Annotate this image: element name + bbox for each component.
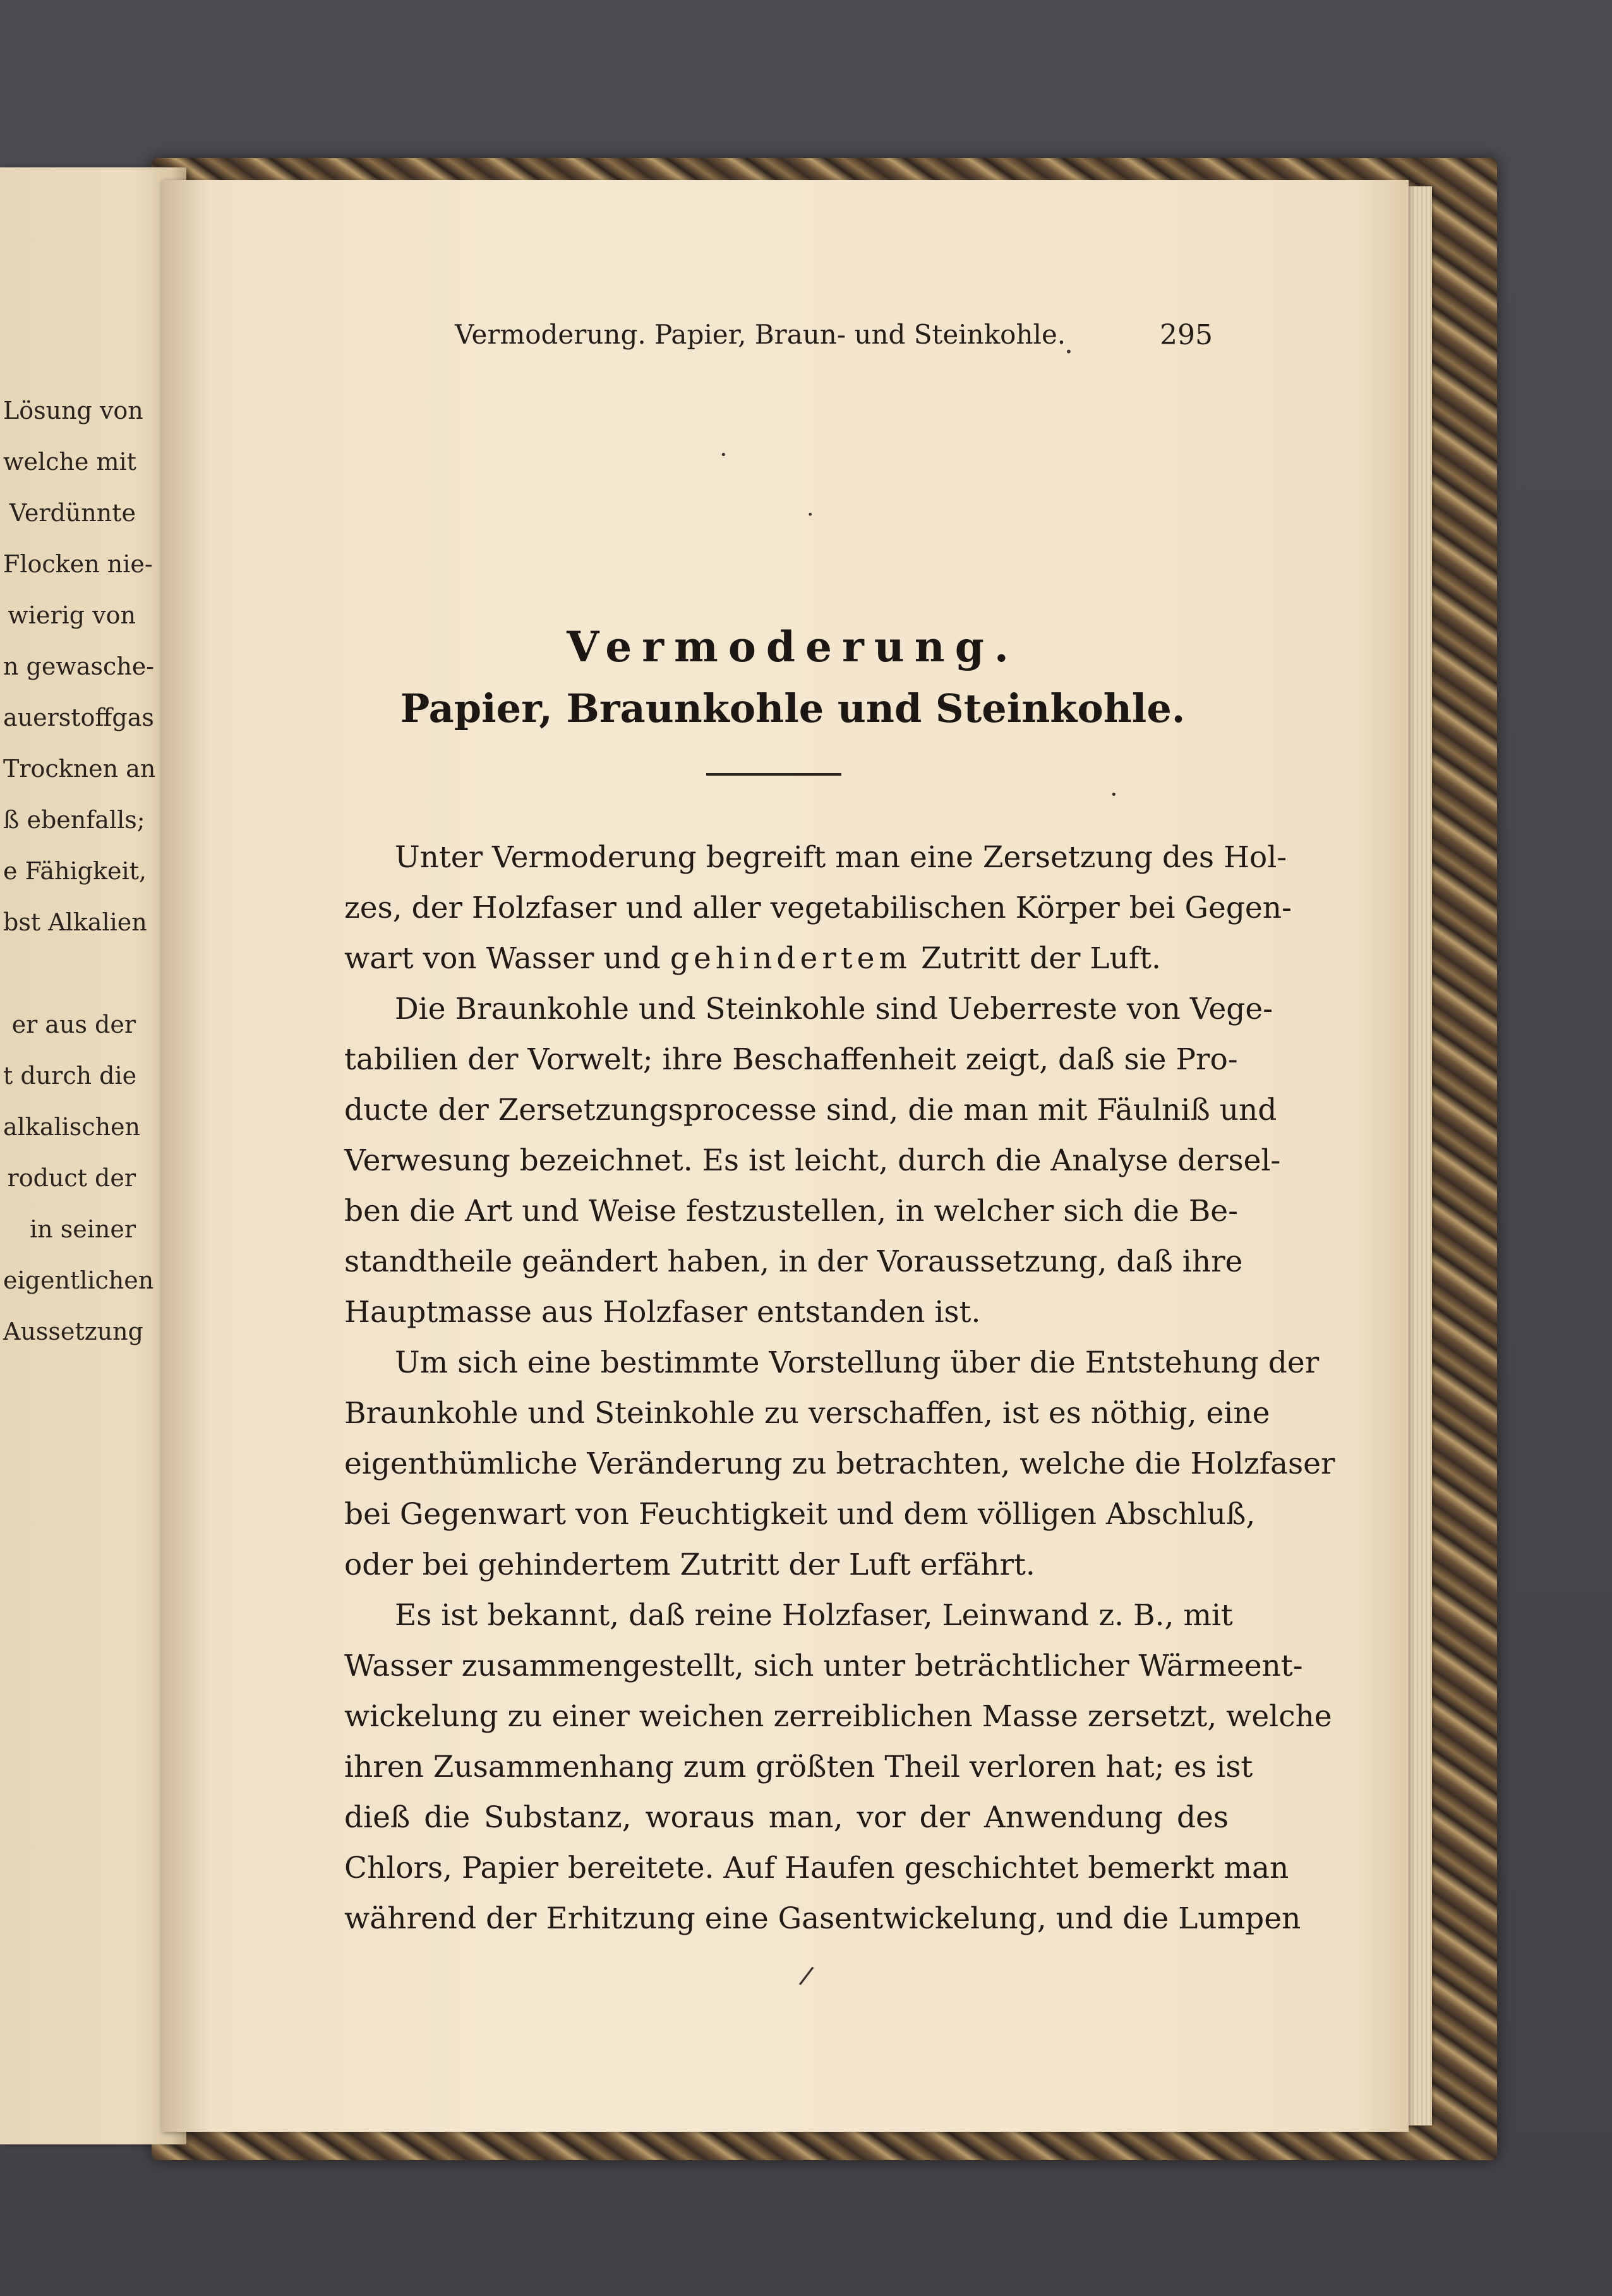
text-line: oder bei gehindertem Zutritt der Luft erfährt. — [344, 1548, 1035, 1582]
left-page-line: e Fähigkeit, — [3, 857, 147, 885]
text-line: standtheile geändert haben, in der Voraussetzung, daß ihre — [344, 1244, 1243, 1279]
text-line: ben die Art und Weise festzustellen, in welcher sich die Be- — [344, 1194, 1239, 1229]
left-page-line: Flocken nie- — [3, 550, 153, 578]
text-line: zes, der Holzfaser und aller vegetabilischen Körper bei Gegen- — [344, 891, 1292, 925]
page-edges — [1405, 186, 1432, 2125]
text-line: wart von Wasser und gehindertem Zutritt der Luft. — [344, 941, 1161, 976]
text-line: ducte der Zersetzungsprocesse sind, die man mit Fäulniß und — [344, 1093, 1277, 1127]
left-page — [0, 167, 186, 2144]
paragraph — [344, 984, 1281, 1338]
ink-speck: • — [1065, 344, 1073, 359]
running-head: Vermoderung. Papier, Braun- und Steinkohle. — [455, 319, 1066, 350]
text-line: während der Erhitzung eine Gasentwickelung, und die Lumpen — [344, 1901, 1301, 1936]
page-number: 295 — [1160, 319, 1213, 351]
left-page-line: wierig von — [8, 601, 136, 629]
body-text — [344, 832, 1335, 1944]
text-line: wickelung zu einer weichen zerreiblichen Masse zersetzt, welche — [344, 1699, 1332, 1734]
text-line: tabilien der Vorwelt; ihre Beschaffenheit zeigt, daß sie Pro- — [344, 1042, 1238, 1077]
ink-speck: • — [1110, 788, 1117, 802]
ink-speck: • — [720, 448, 727, 462]
text-line: Wasser zusammengestellt, sich unter beträchtlicher Wärmeent- — [344, 1649, 1303, 1683]
left-page-line: t durch die — [3, 1062, 137, 1090]
left-page-line: n gewasche- — [3, 652, 155, 680]
chapter-subtitle: Papier, Braunkohle und Steinkohle. — [400, 685, 1186, 731]
left-page-line: Lösung von — [3, 397, 143, 424]
left-page-line: Trocknen an — [3, 755, 156, 783]
text-line: dieß die Substanz, woraus man, vor der Anwendung des — [344, 1800, 1229, 1835]
text-line: Verwesung bezeichnet. Es ist leicht, durch die Analyse dersel- — [344, 1143, 1281, 1178]
text-line: ihren Zusammenhang zum größten Theil verloren hat; es ist — [344, 1750, 1253, 1784]
paragraph — [344, 1338, 1335, 1590]
paragraph — [344, 1590, 1332, 1944]
left-page-line: ß ebenfalls; — [3, 806, 145, 834]
left-page-line: alkalischen — [3, 1113, 141, 1141]
text-line: Chlors, Papier bereitete. Auf Haufen geschichtet bemerkt man — [344, 1851, 1289, 1885]
ink-stroke: / — [797, 1961, 815, 1991]
left-page-line: in seiner — [30, 1215, 136, 1243]
left-page-line: eigentlichen — [3, 1266, 154, 1294]
text-line: bei Gegenwart von Feuchtigkeit und dem völligen Abschluß, — [344, 1497, 1256, 1532]
text-line: Um sich eine bestimmte Vorstellung über die Entstehung der — [395, 1345, 1320, 1380]
text-line: Unter Vermoderung begreift man eine Zersetzung des Hol- — [395, 840, 1287, 875]
left-page-line — [3, 948, 136, 999]
title-rule — [706, 773, 841, 776]
page-header — [455, 319, 1213, 357]
text-line: Die Braunkohle und Steinkohle sind Ueberreste von Vege- — [395, 992, 1273, 1026]
left-page-line: auerstoffgas — [3, 704, 154, 731]
emphasized-word: gehindertem — [670, 941, 912, 976]
text-line: Es ist bekannt, daß reine Holzfaser, Leinwand z. B., mit — [395, 1598, 1233, 1633]
ink-speck: • — [807, 508, 814, 520]
left-page-line: Aussetzung — [3, 1318, 143, 1345]
left-page-line: welche mit — [3, 448, 136, 476]
paragraph — [344, 832, 1292, 984]
chapter-title: Vermoderung. — [567, 622, 1019, 671]
left-page-line: roduct der — [7, 1164, 136, 1192]
left-page-line: Verdünnte — [9, 499, 136, 527]
text-line: Hauptmasse aus Holzfaser entstanden ist. — [344, 1295, 981, 1330]
text-line: eigenthümliche Veränderung zu betrachten, welche die Holzfaser — [344, 1446, 1335, 1481]
left-page-line: er aus der — [11, 1011, 136, 1038]
left-page-line: bst Alkalien — [3, 908, 147, 936]
left-page-text — [3, 385, 156, 1357]
text-line: Braunkohle und Steinkohle zu verschaffen, ist es nöthig, eine — [344, 1396, 1270, 1431]
